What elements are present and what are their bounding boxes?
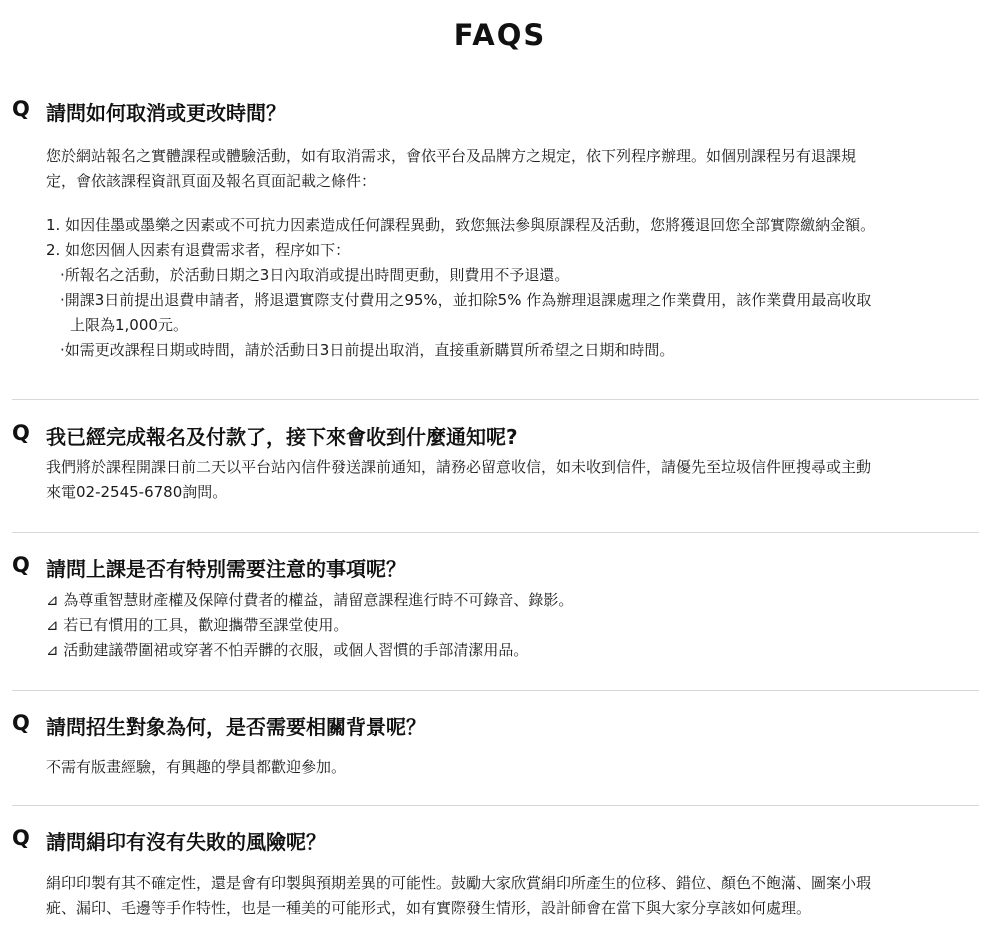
faq-item-audience [12,711,980,743]
faq-question: 請問招生對象為何，是否需要相關背景呢？ [46,715,426,739]
faq-item-notification [12,421,980,453]
sub-list-item: ‧開課3日前提出退費申請者，將退還實際支付費用之95%，並扣除5% 作為辦理退課處理之作業費用，該作業費用最高收取 [60,291,872,309]
answer-line: ⊿ 為尊重智慧財產權及保障付費者的權益，請留意課程進行時不可錄音、錄影。 [46,591,574,609]
faq-answer [46,588,982,663]
divider [12,532,979,533]
faq-question: 請問上課是否有特別需要注意的事項呢？ [46,557,406,581]
faq-answer [46,871,982,921]
q-marker: Q [12,711,30,735]
q-marker: Q [12,826,30,850]
q-marker: Q [12,97,30,121]
faq-item-cancel [12,97,980,129]
answer-line: 我們將於課程開課日前二天以平台站內信件發送課前通知，請務必留意收信，如未收到信件，請優先至垃圾信件匣搜尋或主動 [46,458,872,476]
divider [12,399,979,400]
answer-line: 定，會依該課程資訊頁面及報名頁面記載之條件： [46,172,377,190]
faq-question-row [12,826,980,858]
faq-item-print-risk [12,826,980,858]
divider [12,805,979,806]
faq-question-row [12,97,980,129]
page-title: FAQS [453,18,547,52]
faq-answer [46,455,982,505]
answer-line: 來電02-2545-6780詢問。 [46,483,228,501]
faq-question: 我已經完成報名及付款了，接下來會收到什麼通知呢? [46,425,518,449]
answer-line: 您於網站報名之實體課程或體驗活動，如有取消需求，會依平台及品牌方之規定，依下列程序辦理。如個別課程另有退課規 [46,147,857,165]
sub-list-item: ‧如需更改課程日期或時間，請於活動日3日前提出取消，直接重新購買所希望之日期和時間。 [60,341,675,359]
faq-question: 請問如何取消或更改時間？ [46,101,286,125]
answer-line: 不需有版畫經驗，有興趣的學員都歡迎參加。 [46,758,347,776]
sub-list-item: ‧所報名之活動，於活動日期之3日內取消或提出時間更動，則費用不予退還。 [60,266,570,284]
faq-answer [46,755,982,780]
list-item: 1. 如因佳墨或墨樂之因素或不可抗力因素造成任何課程異動，致您無法參與原課程及活動，您將獲退回您全部實際繳納金額。 [46,216,876,234]
faq-question-row [12,553,980,585]
faq-answer [46,144,982,194]
faq-answer-list [46,213,982,363]
sub-list-item-continuation: 上限為1,000元。 [70,316,188,334]
q-marker: Q [12,421,30,445]
answer-line: ⊿ 若已有慣用的工具，歡迎攜帶至課堂使用。 [46,616,349,634]
answer-line: 疵、漏印、毛邊等手作特性，也是一種美的可能形式，如有實際發生情形，設計師會在當下與大家分享該如何處理。 [46,899,812,917]
list-item: 2. 如您因個人因素有退費需求者，程序如下： [46,241,351,259]
divider [12,690,979,691]
faq-item-class-notes [12,553,980,585]
q-marker: Q [12,553,30,577]
faq-question: 請問絹印有沒有失敗的風險呢？ [46,830,326,854]
faq-question-row [12,421,980,453]
answer-line: ⊿ 活動建議帶圍裙或穿著不怕弄髒的衣服，或個人習慣的手部清潔用品。 [46,641,529,659]
answer-line: 絹印印製有其不確定性，還是會有印製與預期差異的可能性。鼓勵大家欣賞絹印所產生的位移、錯位、顏色不飽滿、圖案小瑕 [46,874,872,892]
faq-question-row [12,711,980,743]
